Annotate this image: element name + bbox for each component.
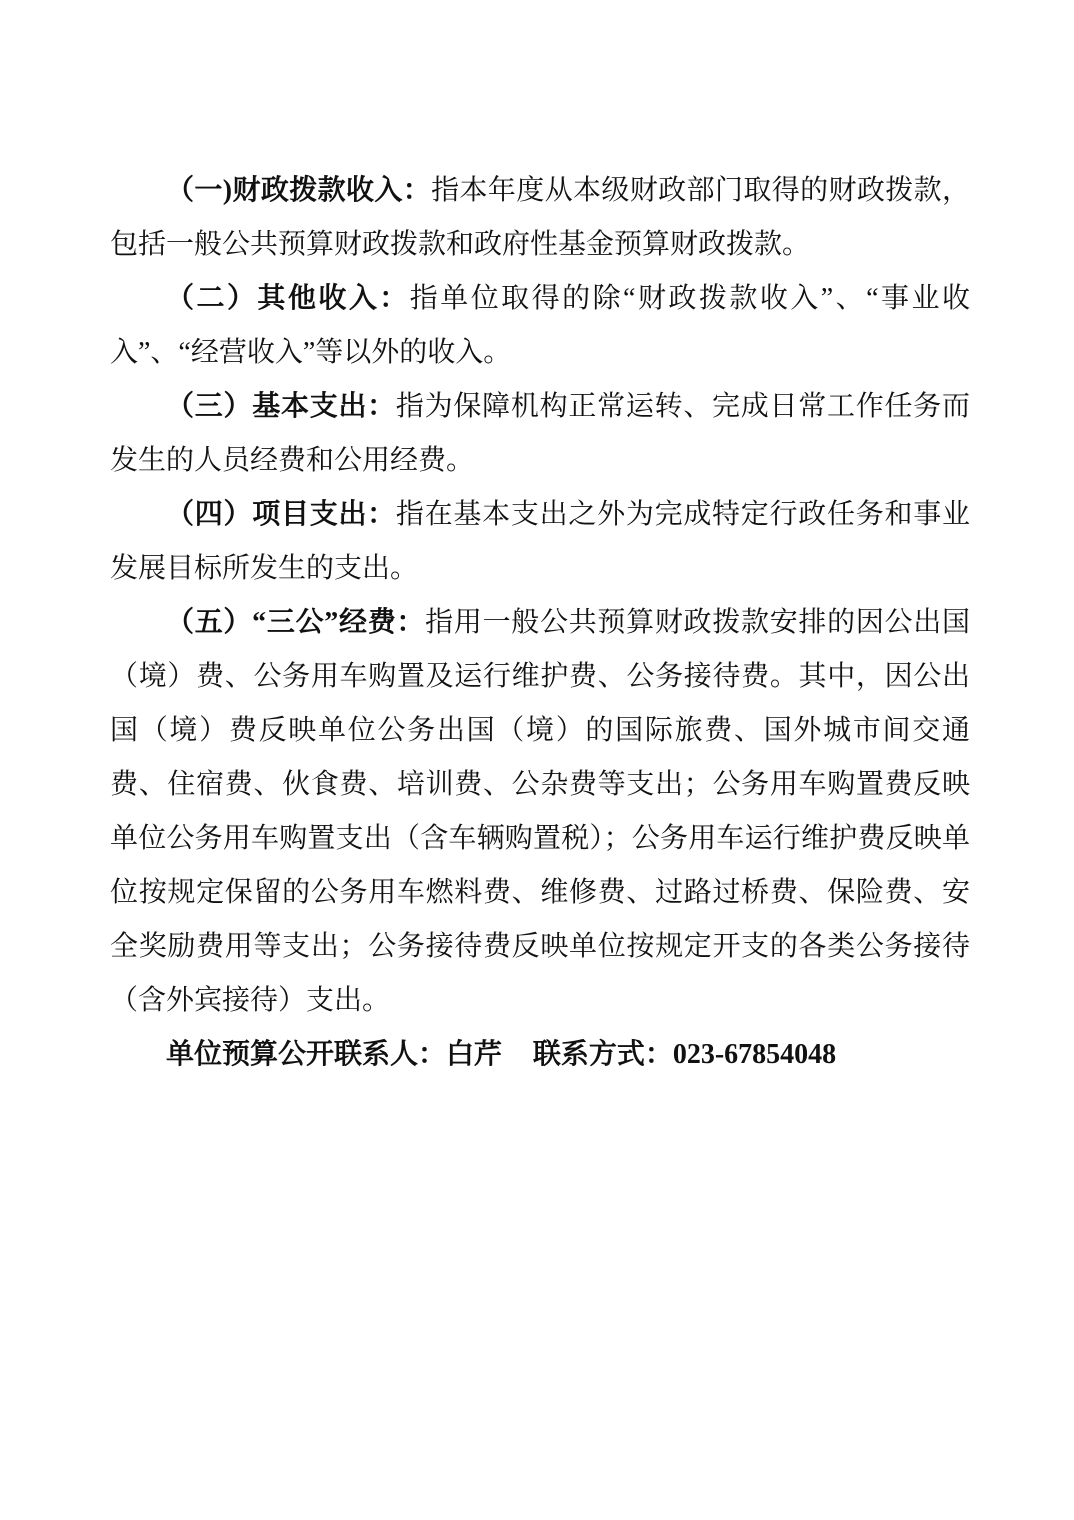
- definition-term-2: （二）其他收入：: [166, 283, 410, 314]
- definition-body-1: 指本年度从本级财政部门取得的财政拨款，包括一般公共预算财政拨款和政府性基金预算财政拨款。: [110, 175, 970, 260]
- document-body: [110, 164, 970, 1082]
- definition-paragraph-4: [110, 488, 970, 596]
- definition-term-1: （一)财政拨款收入：: [166, 175, 432, 206]
- contact-phone-number: 023-67854048: [672, 1039, 837, 1070]
- definition-term-5: （五）“三公”经费：: [166, 607, 426, 638]
- definition-term-3: （三）基本支出：: [166, 391, 396, 422]
- definition-body-2: 指单位取得的除“财政拨款收入”、“事业收入”、“经营收入”等以外的收入。: [110, 283, 970, 368]
- definition-paragraph-5: [110, 596, 970, 1028]
- definition-paragraph-3: [110, 380, 970, 488]
- definition-body-3: 指为保障机构正常运转、完成日常工作任务而发生的人员经费和公用经费。: [110, 391, 970, 476]
- definition-body-4: 指在基本支出之外为完成特定行政任务和事业发展目标所发生的支出。: [110, 499, 970, 584]
- contact-person-name: 白芹: [446, 1039, 503, 1070]
- contact-method-label: 联系方式：: [532, 1039, 673, 1070]
- definition-paragraph-2: [110, 272, 970, 380]
- definition-body-5: 指用一般公共预算财政拨款安排的因公出国（境）费、公务用车购置及运行维护费、公务接待费。其中，因公出国（境）费反映单位公务出国（境）的国际旅费、国外城市间交通费、住宿费、伙食费、培训费、公杂费等支出；公务用车购置费反映单位公务用车购置支出（含车辆购置税）；公务用车运行维护费反映单位按规定保留的公务用车燃料费、维修费、过路过桥费、保险费、安全奖励费用等支出；公务接待费反映单位按规定开支的各类公务接待（含外宾接待）支出。: [110, 607, 970, 1016]
- contact-label: 单位预算公开联系人：: [166, 1039, 447, 1070]
- definition-paragraph-1: [110, 164, 970, 272]
- contact-line: [110, 1028, 970, 1082]
- definition-term-4: （四）项目支出：: [166, 499, 396, 530]
